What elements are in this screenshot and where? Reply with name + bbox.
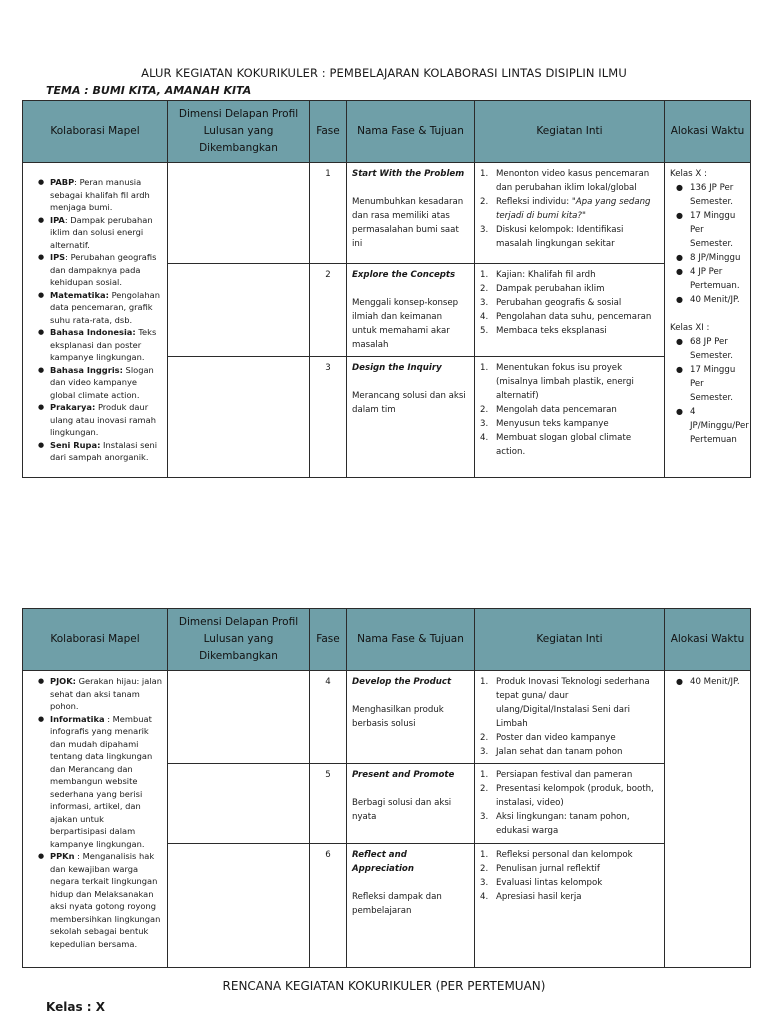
list-item: 4. Apresiasi hasil kerja [480,892,582,902]
list-item: 2. Refleksi individu: "Apa yang sedang terjadi di bumi kita?" [480,197,651,221]
allocation-list [670,675,745,689]
activities-cell [475,163,665,264]
list-item: 3. Aksi lingkungan: tanam pohon, edukasi warga [480,812,630,836]
phase-title: Start With the Problem [352,169,465,179]
list-item: 1. Kajian: Khalifah fil ardh [480,270,596,280]
header-dimensi: Dimensi Delapan Profil Lulusan yang Dikembangkan [168,101,310,163]
list-item: 5. Membaca teks eksplanasi [480,326,607,336]
kelas-label: Kelas : X [46,1000,105,1014]
allocation-cell [665,163,751,478]
activity-table-1 [22,100,751,478]
phase-title: Reflect and Appreciation [352,850,414,874]
header-kolaborasi: Kolaborasi Mapel [23,101,168,163]
list-item: ● IPA: Dampak perubahan iklim dan solusi energi alternatif. [50,214,162,252]
header-kolaborasi: Kolaborasi Mapel [23,609,168,671]
list-item: ● Seni Rupa: Instalasi seni dari sampah anorganik. [50,439,162,464]
list-item: ● Prakarya: Produk daur ulang atau inovasi ramah lingkungan. [50,401,162,439]
kelas-xi-list [670,335,749,447]
header-kegiatan: Kegiatan Inti [475,101,665,163]
list-item: 3. Evaluasi lintas kelompok [480,878,603,888]
subject-list [28,176,162,464]
phase-goal: Menumbuhkan kesadaran dan rasa memiliki atas permasalahan bumi saat ini [352,197,464,249]
list-item: ● PABP: Peran manusia sebagai khalifah fil ardh menjaga bumi. [50,176,162,214]
list-item: ● Bahasa Indonesia: Teks eksplanasi dan poster kampanye lingkungan. [50,326,162,364]
header-dimensi: Dimensi Delapan Profil Lulusan yang Dikembangkan [168,609,310,671]
phase-cell [347,264,475,357]
fase-number: 3 [310,357,347,478]
list-item: 1. Menonton video kasus pencemaran dan perubahan iklim lokal/global [480,169,650,193]
list-item: ● 68 JP Per Semester. [690,335,745,363]
list-item: 1. Persiapan festival dan pameran [480,770,633,780]
phase-title: Develop the Product [352,677,452,687]
phase-cell [347,764,475,844]
dimensi-cell [168,764,310,844]
list-item: ● Informatika : Membuat infografis yang menarik dan mudah dipahami tentang data lingkungan dan Merancang dan membangun website sederhana yang berisi informasi, artikel, dan ajakan untuk berpartisipasi dalam kampanye lingkungan. [50,713,162,851]
list-item: 4. Pengolahan data suhu, pencemaran [480,312,652,322]
list-item: ● 17 Minggu Per Semester. [690,363,745,405]
activity-table-2 [22,608,751,968]
list-item: ● 4 JP/Minggu/Per Pertemuan [690,405,745,447]
section-title: RENCANA KEGIATAN KOKURIKULER (PER PERTEMUAN) [222,979,546,993]
list-item: 3. Menyusun teks kampanye [480,419,609,429]
list-item: 2. Penulisan jurnal reflektif [480,864,600,874]
phase-cell [347,163,475,264]
header-nama-fase: Nama Fase & Tujuan [347,101,475,163]
list-item: 2. Presentasi kelompok (produk, booth, instalasi, video) [480,784,654,808]
header-fase: Fase [310,609,347,671]
header-kegiatan: Kegiatan Inti [475,609,665,671]
subjects-cell [23,163,168,478]
list-item: 3. Diskusi kelompok: Identifikasi masalah lingkungan sekitar [480,225,624,249]
activities-cell [475,264,665,357]
list-item: ● 17 Minggu Per Semester. [690,209,745,251]
fase-number: 5 [310,764,347,844]
phase-cell [347,844,475,968]
phase-goal: Menggali konsep-konsep ilmiah dan keimanan untuk memahami akar masalah [352,298,459,350]
activities-cell [475,357,665,478]
activities-cell [475,671,665,764]
list-item: 3. Perubahan geografis & sosial [480,298,622,308]
fase-number: 4 [310,671,347,764]
list-item: ● IPS: Perubahan geografis dan dampaknya pada kehidupan sosial. [50,251,162,289]
phase-goal: Berbagi solusi dan aksi nyata [352,798,452,822]
list-item: ● 4 JP Per Pertemuan. [690,265,745,293]
list-item: 3. Jalan sehat dan tanam pohon [480,747,623,757]
list-item: ● 136 JP Per Semester. [690,181,745,209]
theme-label: TEMA : BUMI KITA, AMANAH KITA [46,84,252,97]
document-title: ALUR KEGIATAN KOKURIKULER : PEMBELAJARAN KOLABORASI LINTAS DISIPLIN ILMU [141,66,627,80]
dimensi-cell [168,357,310,478]
fase-number: 6 [310,844,347,968]
phase-cell [347,671,475,764]
header-alokasi: Alokasi Waktu [665,609,751,671]
list-item: ● PPKn : Menganalisis hak dan kewajiban warga negara terkait lingkungan hidup dan Melaksanakan aksi nyata gotong royong membersihkan lingkungan sekolah sebagai bentuk kepedulian bersama. [50,850,162,950]
activities-cell [475,844,665,968]
phase-goal: Refleksi dampak dan pembelajaran [352,892,442,916]
dimensi-cell [168,671,310,764]
list-item: ● Bahasa Inggris: Slogan dan video kampanye global climate action. [50,364,162,402]
fase-number: 2 [310,264,347,357]
activities-cell [475,764,665,844]
kelas-x-list [670,181,745,307]
dimensi-cell [168,844,310,968]
subject-list [28,675,162,950]
list-item: ● PJOK: Gerakan hijau: jalan sehat dan aksi tanam pohon. [50,675,162,713]
phase-title: Design the Inquiry [352,363,442,373]
list-item: 1. Refleksi personal dan kelompok [480,850,633,860]
list-item: ● 8 JP/Minggu [690,251,745,265]
list-item: 1. Menentukan fokus isu proyek (misalnya limbah plastik, energi alternatif) [480,363,634,401]
dimensi-cell [168,163,310,264]
subjects-cell [23,671,168,968]
phase-goal: Merancang solusi dan aksi dalam tim [352,391,466,415]
fase-number: 1 [310,163,347,264]
phase-cell [347,357,475,478]
list-item: ● 40 Menit/JP. [690,675,745,689]
list-item: ● Matematika: Pengolahan data pencemaran, grafik suhu rata-rata, dsb. [50,289,162,327]
kelas-x-label: Kelas X : [670,169,707,179]
header-nama-fase: Nama Fase & Tujuan [347,609,475,671]
header-fase: Fase [310,101,347,163]
header-alokasi: Alokasi Waktu [665,101,751,163]
kelas-xi-label: Kelas XI : [670,323,710,333]
list-item: 2. Poster dan video kampanye [480,733,616,743]
phase-goal: Menghasilkan produk berbasis solusi [352,705,444,729]
dimensi-cell [168,264,310,357]
list-item: 2. Mengolah data pencemaran [480,405,617,415]
phase-title: Explore the Concepts [352,270,456,280]
list-item: 2. Dampak perubahan iklim [480,284,605,294]
allocation-cell [665,671,751,968]
list-item: 1. Produk Inovasi Teknologi sederhana tepat guna/ daur ulang/Digital/Instalasi Seni dari Limbah [480,677,650,729]
list-item: 4. Membuat slogan global climate action. [480,433,632,457]
phase-title: Present and Promote [352,770,455,780]
list-item: ● 40 Menit/JP. [690,293,745,307]
